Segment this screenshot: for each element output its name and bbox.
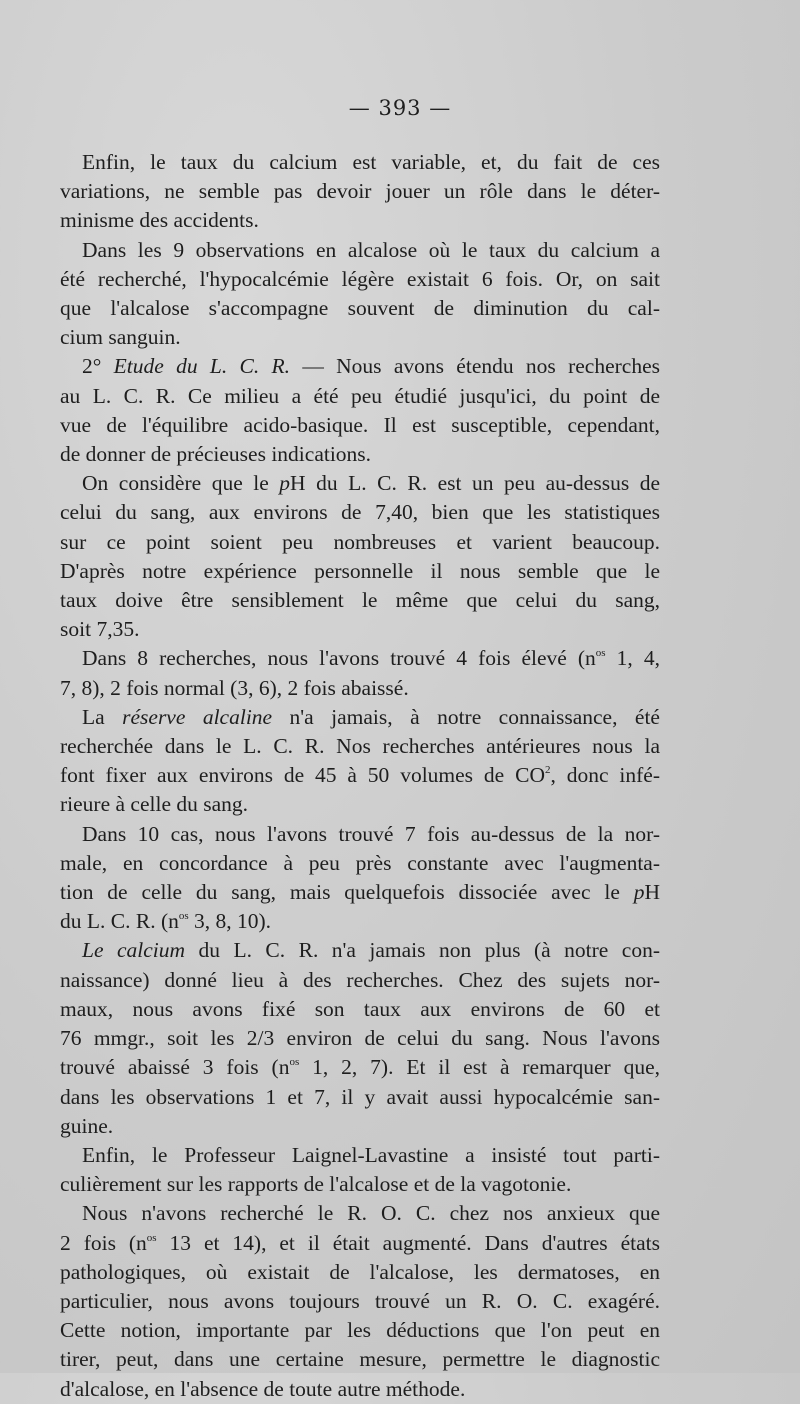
text-line: Dans 8 recherches, nous l'avons trouvé 4 fois élevé ($n^{os}$ 1, 4, [82, 646, 660, 671]
text-line: La réserve alcaline n'a jamais, à notre connaissance, été [82, 704, 660, 729]
text-line: particulier, nous avons toujours trouvé un R. O. C. exagéré. [60, 1288, 660, 1313]
text-line: Le calcium du L. C. R. n'a jamais non plus (à notre con- [82, 938, 661, 963]
text-line: Dans 10 cas, nous l'avons trouvé 7 fois au-dessus de la nor- [82, 821, 660, 846]
page-number: — 393 — [348, 96, 452, 120]
text-line: tirer, peut, dans une certaine mesure, permettre le diagnostic [60, 1347, 660, 1372]
text-line: D'après notre expérience personnelle il nous semble que le [60, 558, 660, 583]
emphasis-term: réserve alcaline [122, 704, 273, 729]
text-line: taux doive être sensiblement le même que celui du sang, [60, 588, 660, 613]
text-line: vue de l'équilibre acido-basique. Il est susceptible, cependant, [60, 412, 660, 437]
text-line: que l'alcalose s'accompagne souvent de diminution du cal- [60, 296, 660, 321]
text-line: Enfin, le taux du calcium est variable, et, du fait de ces [82, 150, 660, 174]
text-line: du L. C. R. ($n^{os}$ 3, 8, 10). [60, 909, 272, 934]
text-line: soit 7,35. [60, 617, 140, 642]
text-line: Dans les 9 observations en alcalose où le taux du calcium a [82, 237, 660, 262]
text-line: maux, nous avons fixé son taux aux environs de 60 et [60, 996, 660, 1021]
text-line: culièrement sur les rapports de l'alcalose et de la vagotonie. [60, 1172, 572, 1197]
text-line: 2° Etude du L. C. R. — Nous avons étendu nos recherches [82, 354, 660, 379]
body-text [60, 148, 660, 1404]
text-line: de donner de précieuses indications. [60, 442, 372, 467]
text-line: 76 mmgr., soit les 2/3 environ de celui du sang. Nous l'avons [60, 1026, 660, 1051]
text-line: On considère que le pH du L. C. R. est un peu au-dessus de [82, 471, 660, 496]
text-line: celui du sang, aux environs de 7,40, bien que les statistiques [60, 500, 660, 525]
text-line: été recherché, l'hypocalcémie légère existait 6 fois. Or, on sait [60, 266, 660, 291]
text-line: Enfin, le Professeur Laignel-Lavastine a insisté tout parti- [82, 1142, 660, 1167]
section-heading: Etude du L. C. R. [113, 354, 291, 379]
text-line: font fixer aux environs de 45 à 50 volumes de $CO^2$, donc infé- [60, 763, 661, 788]
text-line: trouvé abaissé 3 fois ($n^{os}$ 1, 2, 7). Et il est à remarquer que, [60, 1055, 661, 1080]
text-line: guine. [60, 1113, 114, 1138]
text-line: au L. C. R. Ce milieu a été peu étudié jusqu'ici, du point de [60, 383, 660, 408]
text-line: dans les observations 1 et 7, il y avait aussi hypocalcémie san- [60, 1084, 660, 1109]
text-line: 2 fois ($n^{os}$ 13 et 14), et il était augmenté. Dans d'autres états [60, 1230, 660, 1255]
text-line: tion de celle du sang, mais quelquefois dissociée avec le pH [60, 880, 660, 905]
text-line: 7, 8), 2 fois normal (3, 6), 2 fois abaissé. [60, 675, 409, 700]
text-line: naissance) donné lieu à des recherches. Chez des sujets nor- [60, 967, 660, 992]
text-line: minisme des accidents. [60, 208, 259, 233]
text-line: rieure à celle du sang. [60, 792, 249, 817]
text-line: variations, ne semble pas devoir jouer un rôle dans le déter- [60, 179, 660, 204]
text-line: recherchée dans le L. C. R. Nos recherches antérieures nous la [60, 734, 660, 759]
emphasis-term: Le calcium [82, 938, 186, 963]
text-line: d'alcalose, en l'absence de toute autre méthode. [60, 1376, 466, 1401]
text-line: pathologiques, où existait de l'alcalose, les dermatoses, en [60, 1259, 660, 1284]
text-line: sur ce point soient peu nombreuses et varient beaucoup. [60, 529, 660, 554]
text-line: cium sanguin. [60, 325, 181, 350]
text-line: male, en concordance à peu près constante avec l'augmenta- [60, 850, 660, 875]
text-line: Cette notion, importante par les déductions que l'on peut en [60, 1318, 660, 1343]
text-line: Nous n'avons recherché le R. O. C. chez nos anxieux que [82, 1201, 660, 1226]
